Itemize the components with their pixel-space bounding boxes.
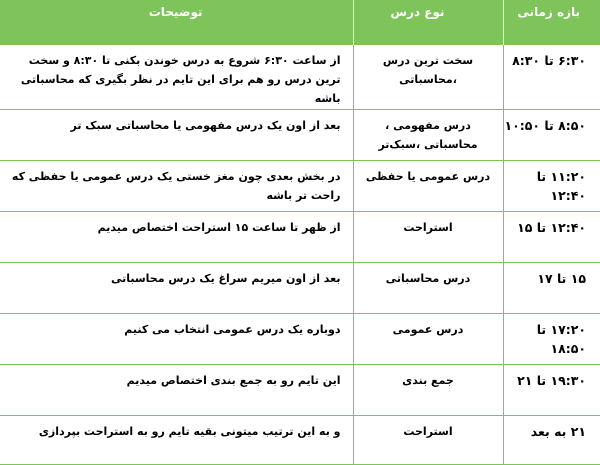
cell-lesson-type: استراحت <box>353 415 503 464</box>
cell-description: و به این ترتیب میتونی بقیه تایم رو به استراحت بپردازی <box>0 415 353 464</box>
table-row <box>0 313 600 364</box>
cell-lesson-type: سخت ترین درس ،محاسباتی <box>353 44 503 109</box>
cell-time-range: ۶:۳۰ تا ۸:۳۰ <box>503 44 600 109</box>
cell-lesson-type: درس مفهومی ، محاسباتی ،سبک‌تر <box>353 109 503 160</box>
table-row <box>0 109 600 160</box>
table-body <box>0 44 600 464</box>
cell-description: از ساعت ۶:۳۰ شروع به درس خوندن بکنی تا ۸:۳۰ و سخت ترین درس رو هم برای این تایم در نظر بگیری که محاسباتی باشه <box>0 44 353 109</box>
header-description: توضیحات <box>0 0 353 44</box>
cell-description: در بخش بعدی چون مغز خستی یک درس عمومی یا حفظی که راحت تر باشه <box>0 160 353 211</box>
cell-lesson-type: جمع بندی <box>353 364 503 415</box>
cell-description: این تایم رو به جمع بندی اختصاص میدیم <box>0 364 353 415</box>
cell-lesson-type: درس محاسباتی <box>353 262 503 313</box>
cell-time-range: ۱۵ تا ۱۷ <box>503 262 600 313</box>
table-row <box>0 211 600 262</box>
header-time-range: بازه زمانی <box>517 5 580 19</box>
cell-description: بعد از اون میریم سراغ یک درس محاسباتی <box>0 262 353 313</box>
header-row <box>0 0 600 44</box>
table-row <box>0 415 600 464</box>
cell-time-range: ۱۹:۳۰ تا ۲۱ <box>503 364 600 415</box>
cell-time-range: ۱۷:۲۰ تا ۱۸:۵۰ <box>503 313 600 364</box>
cell-lesson-type: درس عمومی یا حفظی <box>353 160 503 211</box>
table-row <box>0 44 600 109</box>
table-row <box>0 262 600 313</box>
table-header <box>0 0 600 44</box>
cell-time-range: ۱۲:۴۰ تا ۱۵ <box>503 211 600 262</box>
cell-description: بعد از اون یک درس مفهومی یا محاسباتی سبک تر <box>0 109 353 160</box>
cell-time-range: ۱۱:۲۰ تا ۱۲:۴۰ <box>503 160 600 211</box>
table-row <box>0 364 600 415</box>
table-row <box>0 160 600 211</box>
cell-time-range: ۲۱ به بعد <box>503 415 600 464</box>
cell-lesson-type: استراحت <box>353 211 503 262</box>
cell-time-range: ۸:۵۰ تا ۱۰:۵۰ <box>503 109 600 160</box>
cell-description: از ظهر تا ساعت ۱۵ استراحت اختصاص میدیم <box>0 211 353 262</box>
cell-description: دوباره یک درس عمومی انتخاب می کنیم <box>0 313 353 364</box>
cell-lesson-type: درس عمومی <box>353 313 503 364</box>
header-lesson-type: نوع درس <box>353 0 503 44</box>
